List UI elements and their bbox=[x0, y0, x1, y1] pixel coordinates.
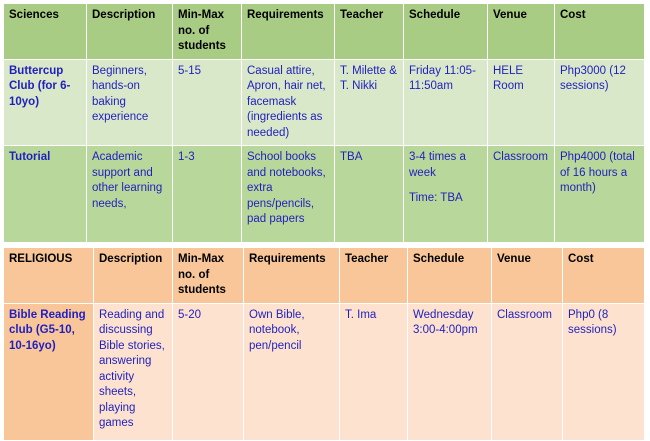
religious-table bbox=[3, 247, 645, 441]
header-sciences: Sciences bbox=[4, 4, 87, 60]
religious-header-row bbox=[4, 248, 645, 304]
row-schedule-frequency: 3-4 times a week bbox=[409, 151, 466, 179]
row-teacher: T. Ima bbox=[340, 303, 408, 440]
row-name: Tutorial bbox=[4, 146, 87, 243]
row-schedule bbox=[404, 146, 488, 243]
row-description: Beginners, hands-on baking experience bbox=[87, 59, 173, 146]
row-cost: Php4000 (total of 16 hours a month) bbox=[555, 146, 645, 243]
row-minmax: 5-15 bbox=[173, 59, 242, 146]
row-cost: Php0 (8 sessions) bbox=[563, 303, 645, 440]
sciences-table bbox=[3, 3, 645, 243]
row-schedule-time: Time: TBA bbox=[409, 192, 463, 204]
row-description: Academic support and other learning needs, bbox=[87, 146, 173, 243]
row-requirements: School books and notebooks, extra pens/pencils, pad papers bbox=[242, 146, 335, 243]
header-description: Description bbox=[87, 4, 173, 60]
row-name: Bible Reading club (G5-10, 10-16yo) bbox=[4, 303, 94, 440]
header-requirements: Requirements bbox=[244, 248, 340, 304]
header-venue: Venue bbox=[488, 4, 555, 60]
row-venue: Classroom bbox=[492, 303, 563, 440]
header-teacher: Teacher bbox=[335, 4, 404, 60]
header-minmax: Min-Max no. of students bbox=[173, 248, 244, 304]
header-schedule: Schedule bbox=[404, 4, 488, 60]
row-requirements: Own Bible, notebook, pen/pencil bbox=[244, 303, 340, 440]
header-description: Description bbox=[94, 248, 173, 304]
row-cost: Php3000 (12 sessions) bbox=[555, 59, 645, 146]
header-teacher: Teacher bbox=[340, 248, 408, 304]
table-row bbox=[4, 303, 645, 440]
row-venue: Classroom bbox=[488, 146, 555, 243]
row-schedule: Friday 11:05-11:50am bbox=[404, 59, 488, 146]
header-cost: Cost bbox=[555, 4, 645, 60]
header-minmax: Min-Max no. of students bbox=[173, 4, 242, 60]
row-teacher: TBA bbox=[335, 146, 404, 243]
table-row bbox=[4, 146, 645, 243]
row-schedule: Wednesday 3:00-4:00pm bbox=[408, 303, 492, 440]
header-venue: Venue bbox=[492, 248, 563, 304]
header-schedule: Schedule bbox=[408, 248, 492, 304]
header-cost: Cost bbox=[563, 248, 645, 304]
table-row bbox=[4, 59, 645, 146]
row-venue: HELE Room bbox=[488, 59, 555, 146]
row-minmax: 1-3 bbox=[173, 146, 242, 243]
sciences-header-row bbox=[4, 4, 645, 60]
row-teacher: T. Milette & T. Nikki bbox=[335, 59, 404, 146]
row-description: Reading and discussing Bible stories, answering activity sheets, playing games bbox=[94, 303, 173, 440]
row-requirements: Casual attire, Apron, hair net, facemask (ingredients as needed) bbox=[242, 59, 335, 146]
row-name: Buttercup Club (for 6-10yo) bbox=[4, 59, 87, 146]
row-minmax: 5-20 bbox=[173, 303, 244, 440]
header-religious: RELIGIOUS bbox=[4, 248, 94, 304]
header-requirements: Requirements bbox=[242, 4, 335, 60]
